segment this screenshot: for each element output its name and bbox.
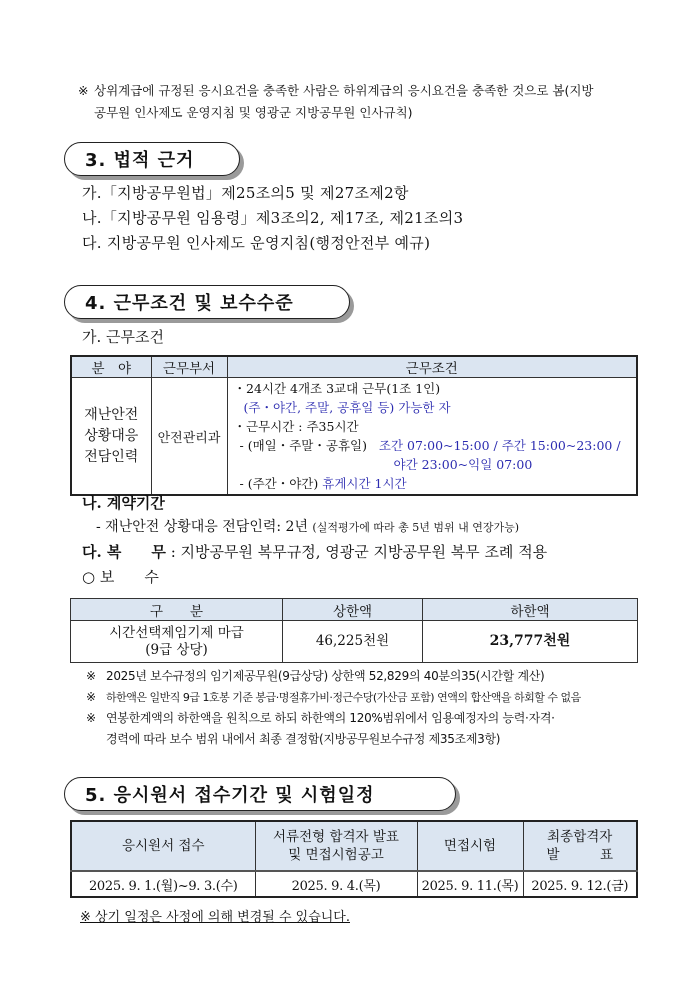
- reference-mark-icon: ※: [78, 83, 89, 98]
- pay-note-3-text: 연봉한계액의 하한액을 원칙으로 하되 하한액의 120%범위에서 임용예정자의 능력·자격·: [106, 711, 555, 725]
- header-upper: 상한액: [283, 599, 423, 621]
- header-application: [71, 821, 255, 871]
- reference-mark-icon: ※: [86, 711, 96, 725]
- work-table-row: [71, 378, 637, 496]
- legal-basis-item-1: 가.「지방공무원법」제25조의5 및 제27조제2항: [82, 184, 409, 202]
- eligibility-note-line2: 공무원 인사제도 운영지침 및 영광군 지방공무원 인사규칙): [94, 105, 413, 120]
- reference-mark-icon: ※: [86, 669, 96, 683]
- header-final-line2: 발 표: [546, 847, 614, 863]
- header-final-announcement: [523, 821, 637, 871]
- eligibility-note: [78, 80, 638, 124]
- pay-note-3: [86, 708, 646, 729]
- department-cell: 안전관리과: [151, 378, 227, 496]
- service-line: [82, 541, 547, 562]
- schedule-table: [70, 820, 638, 898]
- work-conditions-subheading: 가. 근무조건: [82, 328, 164, 346]
- schedule-header-row: [71, 821, 637, 871]
- condition-shift: ・24시간 4개조 3교대 근무(1조 1인): [233, 381, 441, 396]
- field-line-3: 전담인력: [84, 448, 139, 465]
- header-final-line1: 최종합격자: [547, 829, 613, 845]
- contract-period-subheading: 나. 계약기간: [82, 494, 165, 512]
- condition-hours: ・근무시간 : 주35시간: [233, 419, 359, 434]
- legal-basis-item-3: 다. 지방공무원 인사제도 운영지침(행정안전부 예규): [82, 234, 431, 252]
- pay-note-3-continued: [86, 729, 646, 750]
- pay-category-line2: (9급 상당): [145, 641, 208, 658]
- schedule-times: 조간 07:00~15:00 / 주간 15:00~23:00 /: [378, 438, 621, 453]
- pay-table: [70, 598, 638, 663]
- pay-table-header-row: [71, 599, 638, 621]
- pay-note-1-text: 2025년 보수규정의 임기제공무원(9급상당) 상한액 52,829의 40분의35(시간할 계산): [106, 669, 545, 683]
- contract-period-line: [96, 516, 519, 536]
- header-category: 구 분: [71, 599, 283, 621]
- pay-note-1: [86, 666, 646, 687]
- schedule-change-note: ※ 상기 일정은 사정에 의해 변경될 수 있습니다.: [80, 910, 350, 925]
- date-document-screening: 2025. 9. 4.(목): [255, 871, 417, 897]
- legal-basis-item-2: 나.「지방공무원 임용령」제3조의2, 제17조, 제21조의3: [82, 209, 464, 227]
- work-table-header-row: [71, 356, 637, 378]
- break-value: 휴게시간 1시간: [322, 476, 407, 491]
- date-final-announcement: 2025. 9. 12.(금): [523, 871, 637, 897]
- header-interview: [417, 821, 523, 871]
- pay-lower-cell: 23,777천원: [423, 621, 638, 663]
- contract-period-note: (실적평가에 따라 총 5년 범위 내 연장가능): [312, 521, 519, 534]
- section-3-heading: [64, 142, 240, 176]
- eligibility-note-line1: 상위계급에 규정된 응시요건을 충족한 사람은 하위계급의 응시요건을 충족한 것으로 봄(지방: [94, 83, 594, 98]
- schedule-label: - (매일・주말・공휴일): [239, 438, 367, 453]
- header-department: 근무부서: [151, 356, 227, 378]
- section-5-heading: [64, 777, 456, 811]
- field-cell: [71, 378, 151, 496]
- condition-availability: (주・야간, 주말, 공휴일 등) 가능한 자: [243, 400, 451, 415]
- service-label: 다. 복 무: [82, 543, 166, 561]
- pay-note-2-text: 하한액은 일반직 9급 1호봉 기준 봉급·명절휴가비·정근수당(가산금 포함) 연액의 합산액을 하회할 수 없음: [106, 691, 581, 704]
- service-text: : 지방공무원 복무규정, 영광군 지방공무원 복무 조례 적용: [170, 543, 548, 561]
- header-lower: 하한액: [423, 599, 638, 621]
- header-interview-text: 면접시험: [443, 838, 497, 854]
- field-line-1: 재난안전: [84, 406, 139, 423]
- date-interview: 2025. 9. 11.(목): [417, 871, 523, 897]
- contract-period-main: - 재난안전 상황대응 전담인력: 2년: [96, 519, 308, 535]
- header-conditions: 근무조건: [227, 356, 637, 378]
- reference-mark-icon: ※: [86, 690, 96, 704]
- pay-note-3-continued-text: 경력에 따라 보수 범위 내에서 최종 결정함(지방공무원보수규정 제35조제3항): [106, 732, 501, 746]
- pay-note-2: [86, 687, 646, 708]
- pay-notes: [86, 666, 646, 750]
- header-document-screening-line1: 서류전형 합격자 발표: [273, 829, 399, 845]
- header-document-screening: [255, 821, 417, 871]
- schedule-night: 야간 23:00~익일 07:00: [393, 457, 533, 472]
- break-label: - (주간・야간): [239, 476, 319, 491]
- pay-label: ○ 보 수: [82, 568, 159, 586]
- header-application-text: 응시원서 접수: [121, 838, 205, 854]
- section-4-heading: [64, 285, 350, 319]
- condition-schedule: [234, 436, 631, 455]
- section-4-title: 4. 근무조건 및 보수수준: [85, 293, 294, 314]
- section-3-title: 3. 법적 근거: [85, 150, 195, 171]
- header-field: 분 야: [71, 356, 151, 378]
- header-document-screening-line2: 및 면접시험공고: [288, 847, 384, 863]
- section-5-title: 5. 응시원서 접수기간 및 시험일정: [85, 785, 375, 806]
- pay-category-cell: [71, 621, 283, 663]
- pay-category-line1: 시간선택제임기제 마급: [109, 624, 244, 641]
- condition-break: [234, 474, 631, 493]
- pay-table-row: [71, 621, 638, 663]
- indent-spacer: [86, 729, 106, 750]
- work-conditions-table: [70, 355, 638, 496]
- field-line-2: 상황대응: [84, 427, 139, 444]
- schedule-date-row: [71, 871, 637, 897]
- pay-upper-cell: 46,225천원: [283, 621, 423, 663]
- conditions-cell: [227, 378, 637, 496]
- date-application: 2025. 9. 1.(월)~9. 3.(수): [71, 871, 255, 897]
